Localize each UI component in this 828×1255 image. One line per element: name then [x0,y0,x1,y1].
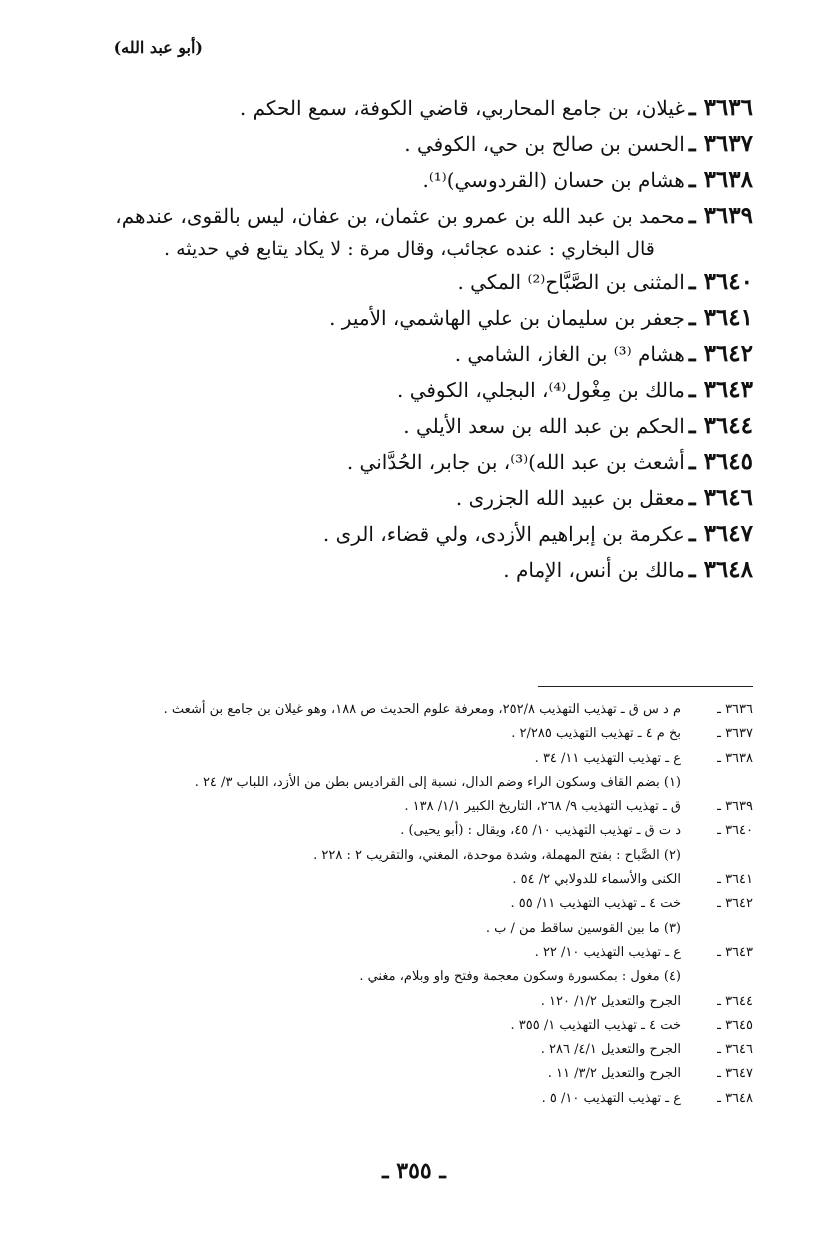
footnote-remark [33,771,753,795]
footnote-number: ٣٦٤٣ ـ [717,944,753,960]
entry-text [115,198,689,264]
footnote [33,1062,753,1086]
footnote-number: ٣٦٣٨ ـ [717,750,753,766]
entry-3642 [53,336,753,372]
footnote-number: ٣٦٤٥ ـ [717,1017,753,1033]
footnote [33,941,753,965]
entry-text: عكرمة بن إبراهيم الأزدى، ولي قضاء، الرى . [322,522,685,546]
entry-3638 [53,162,753,198]
page-number: ـ ٣٥٥ ـ [382,1158,446,1184]
entry-text: أشعث بن عبد الله)⁽³⁾، بن جابر، الحُدَّاني . [346,450,685,474]
footnote-number: ٣٦٣٧ ـ [717,726,753,742]
entry-3637 [53,126,753,162]
entry-number: ٣٦٤٧ ـ [688,520,753,547]
entry-3641 [53,300,753,336]
entry-text: هشام بن حسان (القردوسي)⁽¹⁾. [422,168,685,192]
entry-number: ٣٦٤٦ ـ [688,484,753,511]
footnote [33,722,753,746]
entry-text: الحسن بن صالح بن حي، الكوفي . [404,132,685,156]
footnote-text: م د س ق ـ تهذيب التهذيب ٢٥٢/٨، ومعرفة علوم الحديث ص ١٨٨، وهو غيلان بن جامع بن أشعث . [163,702,681,717]
entry-3646 [53,480,753,516]
entry-3644 [53,408,753,444]
footnote-text: الجرح والتعديل ٣/٢/ ١١ . [547,1066,681,1082]
footnote-number: ٣٦٤٨ ـ [717,1090,753,1106]
footnote-number: ٣٦٤٢ ـ [717,896,753,912]
footnote [33,819,753,843]
footnote [33,698,753,722]
footnote-divider [538,686,753,687]
entry-number: ٣٦٣٩ ـ [688,202,753,229]
entry-text: مالك بن أنس، الإمام . [503,558,685,582]
entry-3643 [53,372,753,408]
entry-text: مالك بن مِغْول⁽⁴⁾، البجلي، الكوفي . [396,378,685,402]
entry-text: معقل بن عبيد الله الجزرى . [455,486,685,510]
entry-number: ٣٦٤٠ ـ [688,268,753,295]
entry-number: ٣٦٤٣ ـ [688,376,753,403]
footnote-number [681,965,753,989]
footnote-number: ٣٦٤٠ ـ [717,823,753,839]
footnote-remark [33,917,753,941]
entry-3645 [53,444,753,480]
footnote-text: الكنى والأسماء للدولابي ٢/ ٥٤ . [512,872,681,888]
footnote-number: ٣٦٤١ ـ [717,872,753,888]
entry-number: ٣٦٣٦ ـ [688,94,753,121]
footnote [33,1038,753,1062]
entry-text: المثنى بن الصَّبَّاح⁽²⁾ المكي . [457,270,685,294]
footnote [33,795,753,819]
entry-text: غيلان، بن جامع المحاربي، قاضي الكوفة، سمع الحكم . [239,96,685,120]
entry-number: ٣٦٤٨ ـ [688,556,753,583]
entry-text-line-2: قال البخاري : عنده عجائب، وقال مرة : لا يكاد يتابع في حديثه . [164,238,655,260]
footnote-text: (٢) الصَّباح : بفتح المهملة، وشدة موحدة، المغني، والتقريب ٢ : ٢٢٨ . [313,847,681,863]
footnote-text: خت ٤ ـ تهذيب التهذيب ١١/ ٥٥ . [510,896,681,912]
entry-text-line-1: محمد بن عبد الله بن عمرو بن عثمان، بن عفان، ليس بالقوى، عندهم، [115,204,685,228]
footnote-remark [33,844,753,868]
entry-number: ٣٦٤٤ ـ [688,412,753,439]
footnote-text: ع ـ تهذيب التهذيب ١٠/ ٥ . [541,1090,681,1106]
footnote-number: ٣٦٣٩ ـ [717,799,753,815]
entry-number: ٣٦٣٨ ـ [688,166,753,193]
footnote-text: (٤) مغول : بمكسورة وسكون معجمة وفتح واو وبلام، مغني . [359,969,681,985]
footnote [33,990,753,1014]
footnote-number: ٣٦٤٤ ـ [717,993,753,1009]
entry-text: الحكم بن عبد الله بن سعد الأيلي . [403,414,685,438]
footnotes [33,698,753,1111]
footnote-number: ٣٦٣٦ ـ [717,702,753,717]
footnote-text: بخ م ٤ ـ تهذيب التهذيب ٢/٢٨٥ . [511,726,681,742]
footnote [33,1087,753,1111]
footnote-text: ق ـ تهذيب التهذيب ٩/ ٢٦٨، التاريخ الكبير ١/١/ ١٣٨ . [404,799,681,815]
footnote [33,868,753,892]
footnote-remark [33,965,753,989]
footnote-text: الجرح والتعديل ٤/١/ ٢٨٦ . [540,1042,681,1058]
footnote-number [681,771,753,795]
footnote-number: ٣٦٤٧ ـ [717,1066,753,1082]
footnote-text: خت ٤ ـ تهذيب التهذيب ١/ ٣٥٥ . [510,1017,681,1033]
entry-3647 [53,516,753,552]
entry-text: جعفر بن سليمان بن علي الهاشمي، الأمير . [329,306,685,330]
entry-text: هشام ⁽³⁾ بن الغاز، الشامي . [454,342,685,366]
entry-number: ٣٦٤٥ ـ [688,448,753,475]
footnote [33,892,753,916]
footnote-text: الجرح والتعديل ١/٢/ ١٢٠ . [540,993,681,1009]
footnote [33,1014,753,1038]
footnote-text: د ت ق ـ تهذيب التهذيب ١٠/ ٤٥، ويقال : (أبو يحيى) . [400,823,681,839]
entry-number: ٣٦٤٢ ـ [688,340,753,367]
entry-3636 [53,90,753,126]
entries-list [53,90,753,588]
footnote-text: ع ـ تهذيب التهذيب ١١/ ٣٤ . [534,750,681,766]
entry-3648 [53,552,753,588]
entry-3639 [53,198,753,264]
footnote-number [681,844,753,868]
entry-number: ٣٦٣٧ ـ [688,130,753,157]
entry-number: ٣٦٤١ ـ [688,304,753,331]
entry-3640 [53,264,753,300]
footnote-text: (٣) ما بين القوسين ساقط من / ب . [485,920,681,936]
footnote-number: ٣٦٤٦ ـ [717,1042,753,1058]
footnote [33,747,753,771]
footnote-text: (١) بضم القاف وسكون الراء وضم الدال، نسبة إلى القراديس بطن من الأزد، اللباب ٣/ ٢٤ . [194,774,681,790]
running-header: (أبو عبد الله) [113,38,203,57]
footnote-text: ع ـ تهذيب التهذيب ١٠/ ٢٢ . [534,944,681,960]
footnote-number [681,917,753,941]
